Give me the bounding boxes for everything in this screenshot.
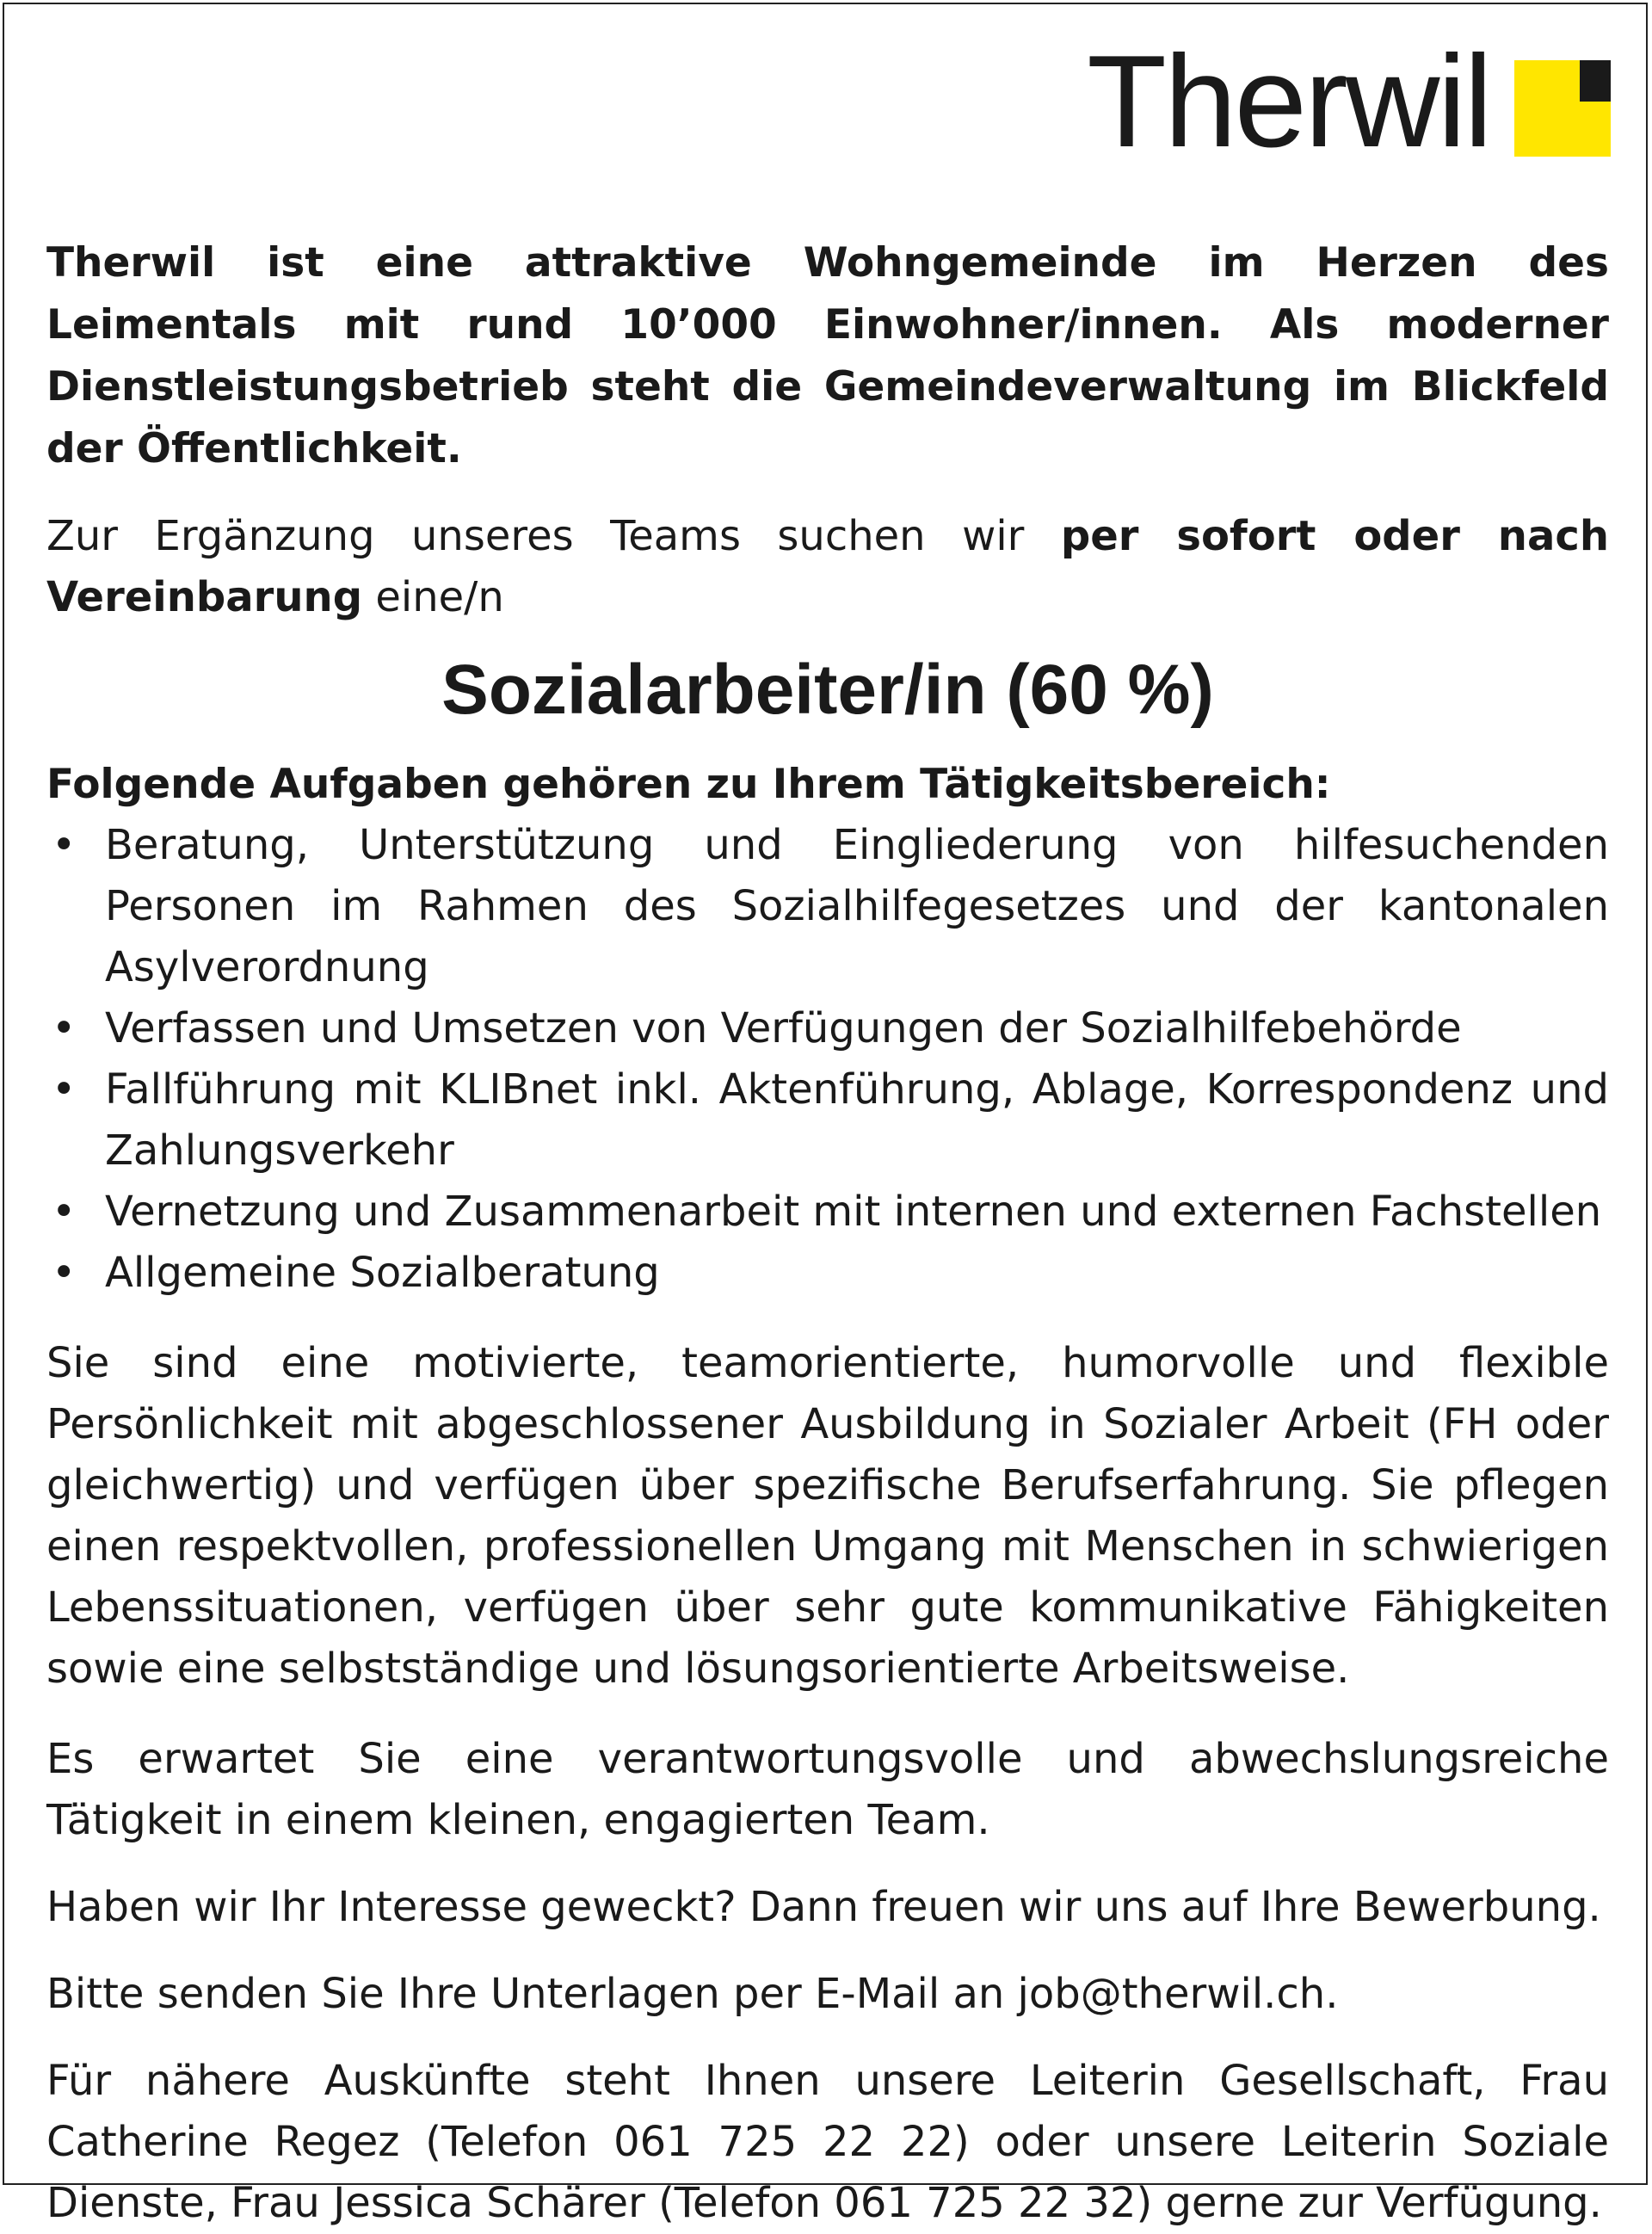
offer-paragraph: Es erwartet Sie eine verantwortungsvolle und abwechslungsreiche Tätigkeit in einem kleinen, engagierten Team. <box>46 1735 1609 1844</box>
apply-email-link[interactable]: job@therwil.ch <box>1017 1970 1326 2018</box>
tasks-list <box>46 815 1609 1304</box>
bullet-icon: • <box>52 1004 77 1052</box>
task-item <box>46 1182 1609 1243</box>
bullet-icon: • <box>52 1188 77 1236</box>
task-item <box>46 1243 1609 1304</box>
task-text: Verfassen und Umsetzen von Verfügungen der Sozialhilfebehörde <box>105 1004 1462 1052</box>
profile-paragraph: Sie sind eine motivierte, teamorientierte, humorvolle und flexible Persönlichkeit mit abgeschlossener Ausbildung in Sozialer Arbeit (FH oder gleichwertig) und verfügen über spezifische Berufserfahrung. Sie pflegen einen respektvollen, professionellen Umgang mit Menschen in schwierigen Lebenssituationen, verfügen über sehr gute kommunikative Fähigkeiten sowie eine selbstständige und lösungsorientierte Arbeitsweise. <box>46 1339 1609 1693</box>
task-text: Vernetzung und Zusammenarbeit mit internen und externen Fachstellen <box>105 1188 1602 1236</box>
intro-paragraph: Therwil ist eine attraktive Wohngemeinde im Herzen des Leimentals mit rund 10’000 Einwohner/innen. Als moderner Dienstleistungsbetrieb steht die Gemeindeverwaltung im Blickfeld der Öffentlichkeit. <box>46 239 1609 472</box>
task-text: Beratung, Unterstützung und Eingliederung von hilfesuchenden Personen im Rahmen des Sozialhilfegesetzes und der kantonalen Asylverordnung <box>105 821 1609 991</box>
therwil-logo <box>1087 28 1611 175</box>
bullet-icon: • <box>52 821 77 869</box>
interest-paragraph: Haben wir Ihr Interesse geweckt? Dann freuen wir uns auf Ihre Bewerbung. <box>46 1883 1601 1931</box>
search-prefix: Zur Ergänzung unseres Teams suchen wir <box>46 512 1061 560</box>
search-suffix: eine/n <box>362 573 504 621</box>
task-item <box>46 998 1609 1059</box>
contact-paragraph: Für nähere Auskünfte steht Ihnen unsere Leiterin Gesellschaft, Frau Catherine Regez (Telefon 061 725 22 22) oder unsere Leiterin Soziale Dienste, Frau Jessica Schärer (Telefon 061 725 22 32) gerne zur Verfügung. <box>46 2057 1609 2227</box>
task-text: Fallführung mit KLIBnet inkl. Aktenführung, Ablage, Korrespondenz und Zahlungsverkehr <box>105 1065 1609 1175</box>
task-item <box>46 815 1609 998</box>
logo-black-block <box>1580 60 1611 102</box>
job-title: Sozialarbeiter/in (60 %) <box>441 651 1214 729</box>
tasks-heading: Folgende Aufgaben gehören zu Ihrem Tätigkeitsbereich: <box>46 761 1331 808</box>
task-text: Allgemeine Sozialberatung <box>105 1249 660 1297</box>
apply-suffix: . <box>1325 1970 1339 2018</box>
bullet-icon: • <box>52 1065 77 1114</box>
bullet-icon: • <box>52 1249 77 1297</box>
search-emphasis: per sofort oder nach Vereinbarung <box>46 512 1609 621</box>
task-item <box>46 1059 1609 1182</box>
search-paragraph <box>46 506 1609 628</box>
job-ad-body <box>46 232 1609 2234</box>
logo-square-icon <box>1514 60 1611 157</box>
apply-paragraph <box>46 1964 1609 2025</box>
apply-prefix: Bitte senden Sie Ihre Unterlagen per E-Mail an <box>46 1970 1018 2018</box>
logo-wordmark: Therwil <box>1087 28 1490 175</box>
